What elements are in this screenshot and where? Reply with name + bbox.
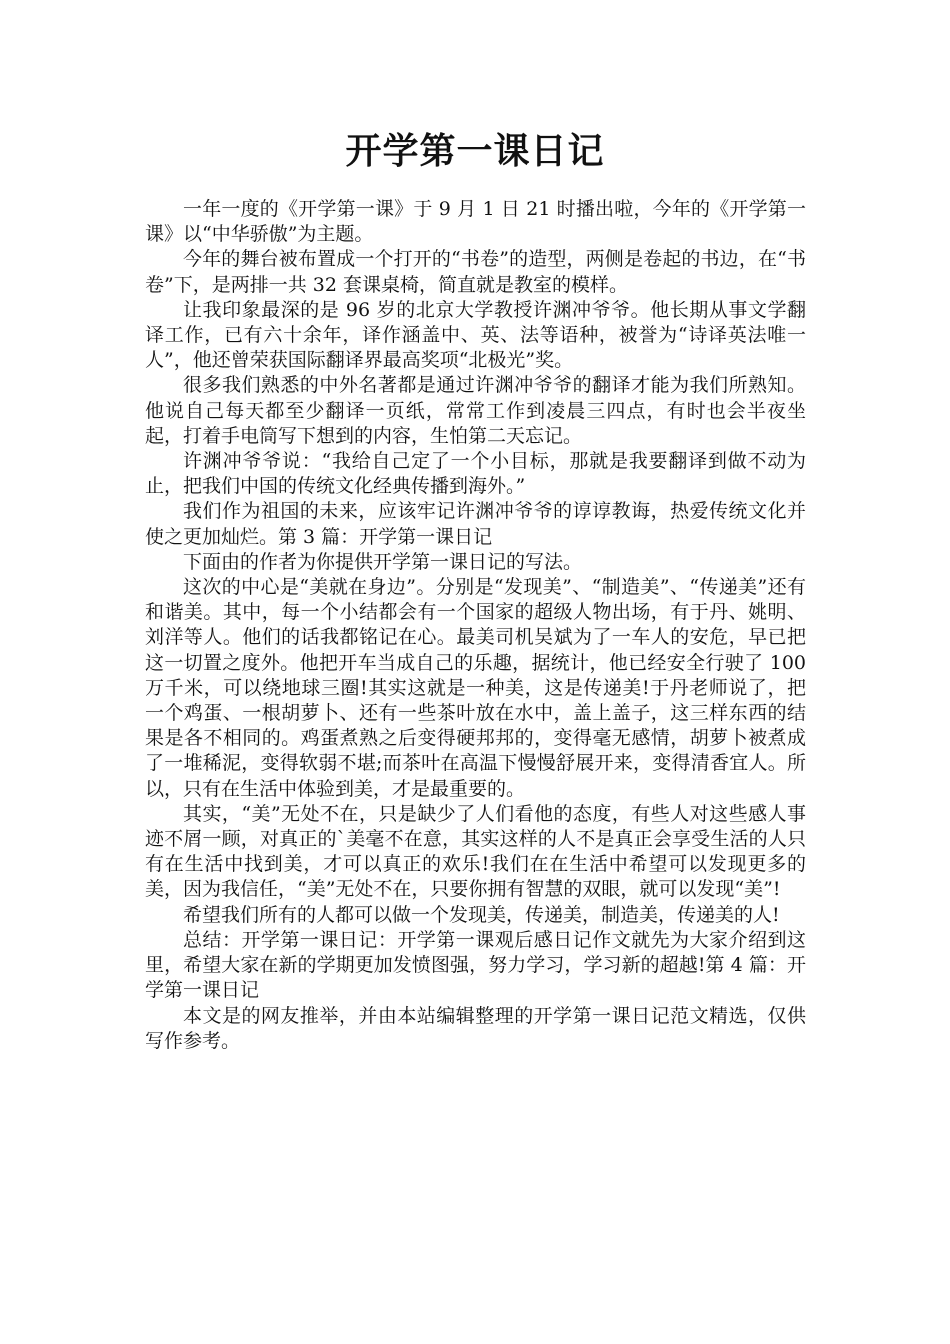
paragraph: 今年的舞台被布置成一个打开的“书卷”的造型，两侧是卷起的书边，在“书卷”下，是两排一共 32 套课桌椅，简直就是教室的模样。	[145, 248, 806, 296]
paragraph: 本文是的网友推举，并由本站编辑整理的开学第一课日记范文精选，仅供写作参考。	[145, 1004, 806, 1052]
paragraph: 这次的中心是“美就在身边”。分别是“发现美”、“制造美”、“传递美”还有和谐美。其中，每一个小结都会有一个国家的超级人物出场，有于丹、姚明、刘洋等人。他们的话我都铭记在心。最美司机吴斌为了一车人的安危，早已把这一切置之度外。他把开车当成自己的乐趣，据统计，他已经安全行驶了 100 万千米，可以绕地球三圈!其实这就是一种美，这是传递美!于丹老师说了，把一个鸡蛋、一根胡萝卜、还有一些茶叶放在水中，盖上盖子，这三样东西的结果是各不相同的。鸡蛋煮熟之后变得硬邦邦的，变得毫无感情，胡萝卜被煮成了一堆稀泥，变得软弱不堪;而茶叶在高温下慢慢舒展开来，变得清香宜人。所以，只有在生活中体验到美，才是最重要的。	[145, 576, 806, 800]
paragraph: 其实，“美”无处不在，只是缺少了人们看他的态度，有些人对这些感人事迹不屑一顾，对真正的`美毫不在意，其实这样的人不是真正会享受生活的人只有在生活中找到美，才可以真正的欢乐!我们在在生活中希望可以发现更多的美，因为我信任，“美”无处不在，只要你拥有智慧的双眼，就可以发现“美”!	[145, 802, 806, 901]
paragraph: 我们作为祖国的未来，应该牢记许渊冲爷爷的谆谆教诲，热爱传统文化并使之更加灿烂。第 3 篇：开学第一课日记	[145, 500, 806, 548]
paragraph: 让我印象最深的是 96 岁的北京大学教授许渊冲爷爷。他长期从事文学翻译工作，已有六十余年，译作涵盖中、英、法等语种，被誉为“诗译英法唯一人”，他还曾荣获国际翻译界最高奖项“北极光”奖。	[145, 298, 806, 372]
document-body	[145, 197, 806, 1054]
paragraph: 一年一度的《开学第一课》于 9 月 1 日 21 时播出啦，今年的《开学第一课》以“中华骄傲”为主题。	[145, 198, 806, 246]
paragraph: 总结：开学第一课日记：开学第一课观后感日记作文就先为大家介绍到这里，希望大家在新的学期更加发愤图强，努力学习，学习新的超越!第 4 篇：开学第一课日记	[145, 928, 806, 1002]
document-title: 开学第一课日记	[345, 131, 605, 172]
paragraph: 许渊冲爷爷说：“我给自己定了一个小目标，那就是我要翻译到做不动为止，把我们中国的传统文化经典传播到海外。”	[145, 450, 806, 498]
paragraph: 希望我们所有的人都可以做一个发现美，传递美，制造美，传递美的人!	[183, 903, 780, 926]
paragraph: 下面由的作者为你提供开学第一课日记的写法。	[183, 550, 583, 573]
paragraph: 很多我们熟悉的中外名著都是通过许渊冲爷爷的翻译才能为我们所熟知。他说自己每天都至少翻译一页纸，常常工作到凌晨三四点，有时也会半夜坐起，打着手电筒写下想到的内容，生怕第二天忘记。	[145, 374, 806, 447]
